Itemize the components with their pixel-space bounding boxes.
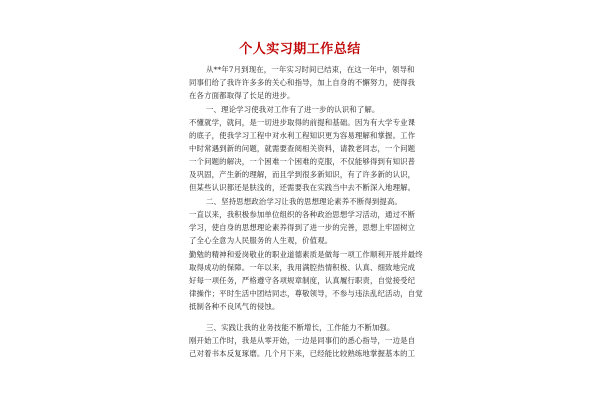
paragraph-line: 的底子，使我学习工程中对水利工程知识更为容易理解和掌握。工作 <box>189 131 416 140</box>
paragraph-line: 从**年7月到现在，一年实习时间已结束，在这一年中，领导和 <box>206 65 415 74</box>
paragraph-line: 学习，使自身的思想理论素养得到了进一步的完善，思想上牢固树立 <box>189 223 416 232</box>
paragraph-line: 抵制各种不良风气的侵蚀。 <box>189 302 280 311</box>
paragraph-line: 取得成功的保障。一年以来，我用满腔热情积极、认真、细致地完成 <box>189 263 416 272</box>
paragraph-line: 勤勉的精神和爱岗敬业的职业道德素质是做每一项工作顺利开展并最终 <box>189 250 423 259</box>
paragraph-line: 及巩固，产生新的理解，而且学到很多新知识，有了许多新的认识， <box>189 170 416 179</box>
document-title: 个人实习期工作总结 <box>239 42 361 57</box>
paragraph-line: 一直以来，我积极参加单位组织的各种政治思想学习活动，通过不断 <box>189 210 416 219</box>
paragraph-line: 一个问题的解决，一个困难一个困难的克服，不仅能够得到有知识普 <box>189 157 416 166</box>
section-heading: 二、坚持思想政治学习让我的思想理论素养不断得到提高。 <box>206 197 403 206</box>
paragraph-line: 但某些认识都还是肤浅的，还需要我在实践当中去不断深入地理解。 <box>189 183 416 192</box>
paragraph-line: 了全心全意为人民服务的人生观，价值观。 <box>189 236 333 245</box>
paragraph-line: 好每一项任务，严格遵守各项规章制度，认真履行职责，自觉接受纪 <box>189 276 416 285</box>
paragraph-line: 不懂就学，就问，是一切进步取得的前提和基础。因为有大学专业课 <box>189 118 416 127</box>
paragraph-line: 律操作；平时生活中团结同志，尊敬领导，不参与违法乱纪活动，自觉 <box>189 289 423 298</box>
section-heading: 三、实践让我的业务技能不断增长，工作能力不断加强。 <box>206 323 395 332</box>
paragraph-line: 己对着书本反复琢磨。几个月下来，已经能比较熟练地掌握基本的工 <box>189 349 416 358</box>
paragraph-line: 中时常遇到新的问题，就需要查阅相关资料，请教老同志，一个问题 <box>189 144 416 153</box>
section-heading: 一、理论学习使我对工作有了进一步的认识和了解。 <box>206 105 380 114</box>
paragraph-line: 刚开始工作时，我是从零开始，一边是同事们的悉心指导，一边是自 <box>189 336 416 345</box>
paragraph-line: 在各方面都取得了长足的进步。 <box>189 91 295 100</box>
paragraph-line: 同事们给了我许许多多的关心和指导，加上自身的不懈努力，使得我 <box>189 78 416 87</box>
